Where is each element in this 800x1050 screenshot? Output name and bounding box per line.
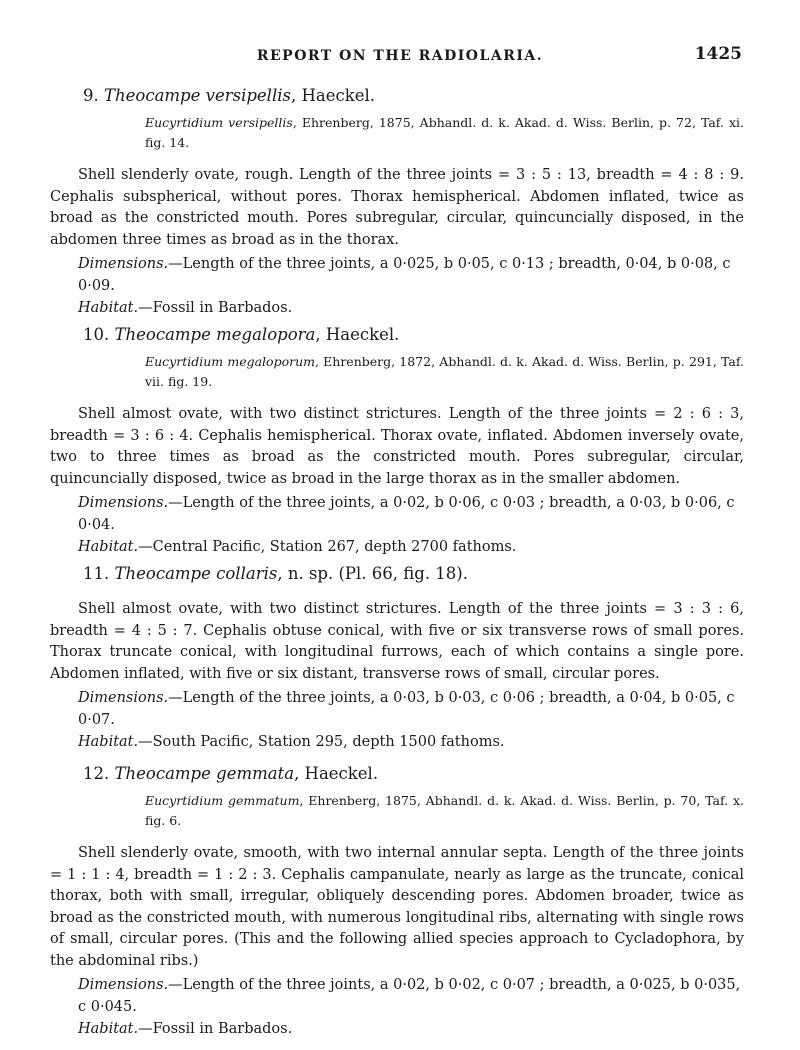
species-entry-12 (50, 764, 744, 1040)
species-name: Theocampe versipellis (104, 86, 291, 105)
entry-number: 11. (83, 564, 110, 583)
species-author: , n. sp. (Pl. 66, fig. 18). (277, 564, 468, 583)
species-name: Theocampe megalopora (114, 325, 316, 344)
species-entry-9 (50, 86, 744, 319)
habitat-label: Habitat. (78, 300, 139, 316)
species-name: Theocampe collaris (114, 564, 278, 583)
dimensions-text: —Length of the three joints, a 0·02, b 0·06, c 0·03 ; breadth, a 0·03, b 0·06, c 0·04. (78, 495, 735, 533)
dimensions-text: —Length of the three joints, a 0·02, b 0·02, c 0·07 ; breadth, a 0·025, b 0·035, c 0·045. (78, 977, 741, 1015)
running-title: REPORT ON THE RADIOLARIA. (256, 48, 544, 64)
dimensions-label: Dimensions. (78, 256, 169, 272)
species-heading (50, 764, 744, 783)
page-number: 1425 (694, 44, 742, 64)
species-heading (50, 325, 744, 344)
dimensions-line (50, 492, 744, 536)
habitat-label: Habitat. (78, 539, 139, 555)
dimensions-line (50, 974, 744, 1018)
entry-number: 10. (83, 325, 110, 344)
habitat-text: —South Pacific, Station 295, depth 1500 fathoms. (138, 734, 505, 750)
species-entry-11 (50, 564, 744, 753)
entry-number: 9. (83, 86, 99, 105)
synonym-name: Eucyrtidium gemmatum (145, 793, 300, 808)
species-heading (50, 86, 744, 105)
habitat-line (50, 536, 744, 558)
synonym-reference: , Ehrenberg, 1875, Abhandl. d. k. Akad. d. Wiss. Berlin, p. 72, Taf. xi. fig. 14. (145, 115, 744, 150)
habitat-line (50, 731, 744, 753)
habitat-line (50, 297, 744, 319)
species-name: Theocampe gemmata (114, 764, 295, 783)
entry-number: 12. (83, 764, 110, 783)
synonym-citation (50, 113, 744, 153)
dimensions-line (50, 253, 744, 297)
habitat-text: —Fossil in Barbados. (138, 1021, 293, 1037)
dimensions-label: Dimensions. (78, 495, 169, 511)
species-description: Shell almost ovate, with two distinct strictures. Length of the three joints = 3 : 3 : 6, breadth = 4 : 5 : 7. Cephalis obtuse conical, with five or six transverse rows of small pores. Thorax truncate conical, with longitudinal furrows, each of which contains a single pore. Abdomen inflated, with five or six distant, transverse rows of small, circular pores. (50, 601, 744, 682)
habitat-label: Habitat. (78, 734, 139, 750)
synonym-reference: , Ehrenberg, 1872, Abhandl. d. k. Akad. d. Wiss. Berlin, p. 291, Taf. vii. fig. 19. (145, 354, 744, 389)
species-description: Shell slenderly ovate, rough. Length of the three joints = 3 : 5 : 13, breadth = 4 : 8 : 9. Cephalis subspherical, without pores. Thorax hemispherical. Abdomen inflated, twice as broad as the constricted mouth. Pores subregular, circular, quincuncially disposed, in the abdomen three times as broad as in the thorax. (50, 167, 744, 248)
species-description: Shell slenderly ovate, smooth, with two internal annular septa. Length of the three joints = 1 : 1 : 4, breadth = 1 : 2 : 3. Cephalis campanulate, nearly as large as the truncate, conical thorax, both with small, irregular, obliquely descending pores. Abdomen broader, twice as broad as the constricted mouth, with numerous longitudinal ribs, alternating with single rows of small, circular pores. (This and the following allied species approach to Cycladophora, by the abdominal ribs.) (50, 845, 744, 969)
species-description: Shell almost ovate, with two distinct strictures. Length of the three joints = 2 : 6 : 3, breadth = 3 : 6 : 4. Cephalis hemispherical. Thorax ovate, inflated. Abdomen inversely ovate, two to three times as broad as the constricted mouth. Pores subregular, circular, quincuncially disposed, twice as broad in the large thorax as in the smaller abdomen. (50, 406, 744, 487)
species-heading (50, 564, 744, 583)
habitat-text: —Central Pacific, Station 267, depth 2700 fathoms. (138, 539, 517, 555)
dimensions-line (50, 687, 744, 731)
species-entry-10 (50, 325, 744, 558)
dimensions-text: —Length of the three joints, a 0·025, b 0·05, c 0·13 ; breadth, 0·04, b 0·08, c 0·09. (78, 256, 731, 294)
synonym-citation (50, 352, 744, 392)
habitat-label: Habitat. (78, 1021, 139, 1037)
dimensions-text: —Length of the three joints, a 0·03, b 0·03, c 0·06 ; breadth, a 0·04, b 0·05, c 0·07. (78, 690, 735, 728)
synonym-reference: , Ehrenberg, 1875, Abhandl. d. k. Akad. d. Wiss. Berlin, p. 70, Taf. x. fig. 6. (145, 793, 744, 828)
dimensions-label: Dimensions. (78, 977, 169, 993)
dimensions-label: Dimensions. (78, 690, 169, 706)
species-author: , Haeckel. (294, 764, 379, 783)
species-author: , Haeckel. (290, 86, 375, 105)
habitat-text: —Fossil in Barbados. (138, 300, 293, 316)
synonym-name: Eucyrtidium versipellis (145, 115, 293, 130)
synonym-name: Eucyrtidium megaloporum (145, 354, 315, 369)
species-author: , Haeckel. (315, 325, 400, 344)
habitat-line (50, 1018, 744, 1040)
synonym-citation (50, 791, 744, 831)
